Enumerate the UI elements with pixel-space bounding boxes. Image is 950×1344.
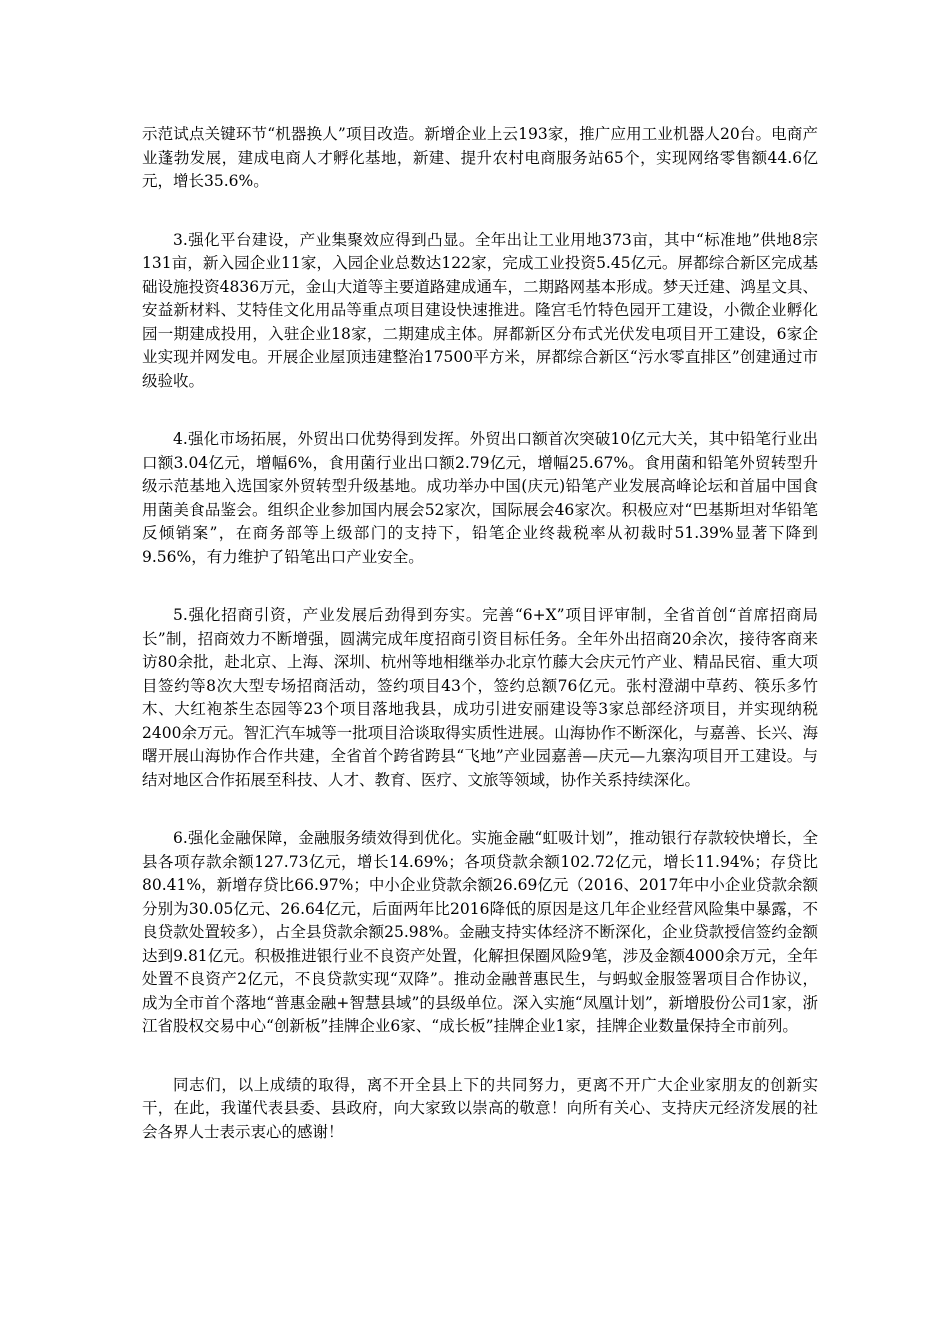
paragraph-platform-construction: 3.强化平台建设，产业集聚效应得到凸显。全年出让工业用地373亩，其中“标准地”供地8宗131亩，新入园企业11家，入园企业总数达122家，完成工业投资5.45亿元。屏都综合新区完成基础设施投资4836万元，金山大道等主要道路建成通车，二期路网基本形成。梦天迁建、鸿星文具、安益新材料、艾特佳文化用品等重点项目建设快速推进。隆宫毛竹特色园开工建设，小微企业孵化园一期建成投用，入驻企业18家，二期建成主体。屏都新区分布式光伏发电项目开工建设，6家企业实现并网发电。开展企业屋顶违建整治17500平方米，屏都综合新区“污水零直排区”创建通过市级验收。 xyxy=(142,230,818,390)
paragraph-financial-support: 6.强化金融保障，金融服务绩效得到优化。实施金融“虹吸计划”，推动银行存款较快增长，全县各项存款余额127.73亿元，增长14.69%；各项贷款余额102.72亿元，增长11.94%；存贷比80.41%，新增存贷比66.97%；中小企业贷款余额26.69亿元（2016、2017年中小企业贷款余额分别为30.05亿元、26.64亿元，后面两年比2016降低的原因是这几年企业经营风险集中暴露，不良贷款处置较多），占全县贷款余额25.98%。金融支持实体经济不断深化，企业贷款授信签约金额达到9.81亿元。积极推进银行业不良资产处置，化解担保圈风险9笔，涉及金额4000余万元，全年处置不良资产2亿元，不良贷款实现“双降”。推动金融普惠民生，与蚂蚁金服签署项目合作协议，成为全市首个落地“普惠金融+智慧县域”的县级单位。深入实施“凤凰计划”，新增股份公司1家，浙江省股权交易中心“创新板”挂牌企业6家、“成长板”挂牌企业1家，挂牌企业数量保持全市前列。 xyxy=(142,829,818,1035)
paragraph-investment-attraction: 5.强化招商引资，产业发展后劲得到夯实。完善“6+X”项目评审制，全省首创“首席招商局长”制，招商效力不断增强，圆满完成年度招商引资目标任务。全年外出招商20余次，接待客商来访80余批，赴北京、上海、深圳、杭州等地相继举办北京竹藤大会庆元竹产业、精品民宿、重大项目签约等8次大型专场招商活动，签约项目43个，签约总额76亿元。张村澄湖中草药、筷乐多竹木、大红袍茶生态园等23个项目落地我县，成功引进安丽建设等3家总部经济项目，并实现纳税2400余万元。智汇汽车城等一批项目洽谈取得实质性进展。山海协作不断深化，与嘉善、长兴、海曙开展山海协作合作共建，全省首个跨省跨县“飞地”产业园嘉善—庆元—九寨沟项目开工建设。与结对地区合作拓展至科技、人才、教育、医疗、文旅等领域，协作关系持续深化。 xyxy=(142,606,818,789)
paragraph-continuation: 示范试点关键环节“机器换人”项目改造。新增企业上云193家，推广应用工业机器人20台。电商产业蓬勃发展，建成电商人才孵化基地，新建、提升农村电商服务站65个，实现网络零售额44.6亿元，增长35.6%。 xyxy=(142,125,818,190)
paragraph-closing-thanks: 同志们，以上成绩的取得，离不开全县上下的共同努力，更离不开广大企业家朋友的创新实干，在此，我谨代表县委、县政府，向大家致以崇高的敬意！向所有关心、支持庆元经济发展的社会各界人士表示衷心的感谢！ xyxy=(142,1075,818,1141)
paragraph-market-expansion: 4.强化市场拓展，外贸出口优势得到发挥。外贸出口额首次突破10亿元大关，其中铅笔行业出口额3.04亿元，增幅6%，食用菌行业出口额2.79亿元，增幅25.67%。食用菌和铅笔外贸转型升级示范基地入选国家外贸转型升级基地。成功举办中国(庆元)铅笔产业发展高峰论坛和首届中国食用菌美食品鉴会。组织企业参加国内展会52家次，国际展会46家次。积极应对“巴基斯坦对华铅笔反倾销案”，在商务部等上级部门的支持下，铅笔企业终裁税率从初裁时51.39%显著下降到9.56%，有力维护了铅笔出口产业安全。 xyxy=(142,430,818,566)
